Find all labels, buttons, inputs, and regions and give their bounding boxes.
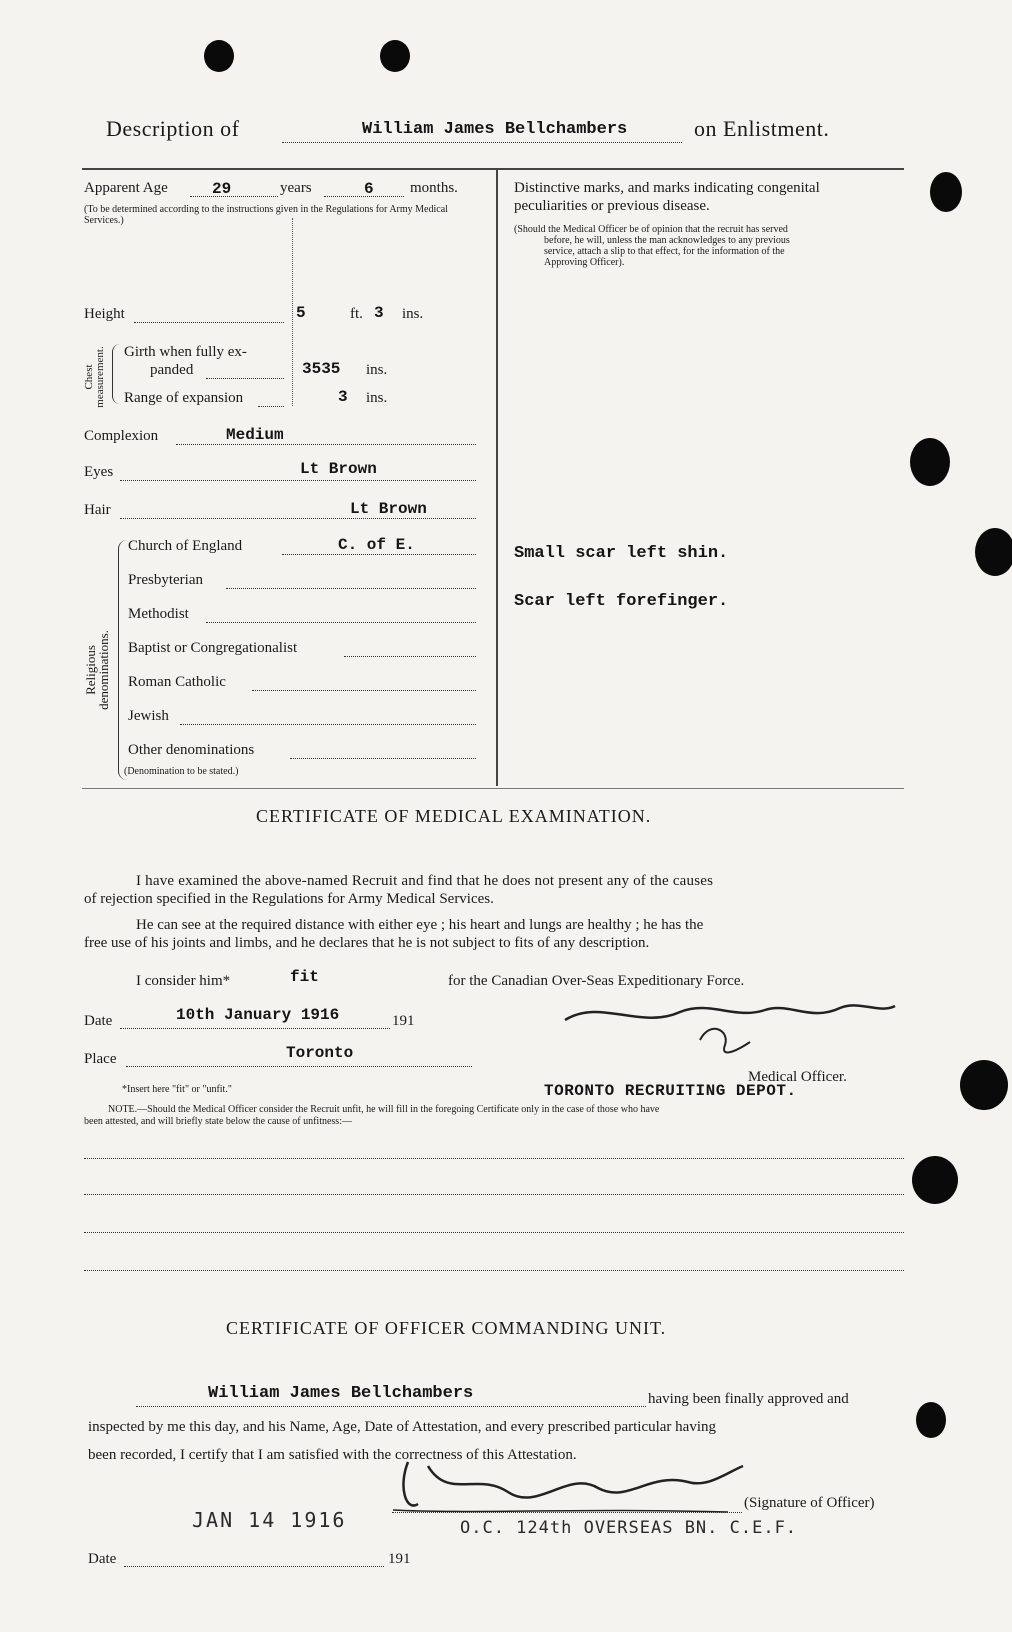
chest-girth-value: 3535 xyxy=(302,360,341,378)
commanding-name-value: William James Bellchambers xyxy=(208,1384,474,1403)
religion-line xyxy=(180,724,476,725)
distinctive-heading-1: Distinctive marks, and marks indicating congenital xyxy=(514,180,820,196)
religion-item-label: Presbyterian xyxy=(128,572,203,588)
chest-range-label: Range of expansion xyxy=(124,390,244,406)
punch-hole-margin-6 xyxy=(916,1402,946,1438)
religion-item-label: Baptist or Congregationalist xyxy=(128,640,298,656)
chest-girth-unit: ins. xyxy=(366,362,388,378)
eyes-line xyxy=(120,480,476,481)
religion-item-value: C. of E. xyxy=(338,536,415,554)
medical-certificate-title: CERTIFICATE OF MEDICAL EXAMINATION. xyxy=(256,806,652,826)
religion-brace xyxy=(118,540,127,780)
religion-line xyxy=(252,690,476,691)
left-right-column-divider xyxy=(496,170,498,786)
complexion-label: Complexion xyxy=(84,428,159,444)
recruiting-depot-stamp: TORONTO RECRUITING DEPOT. xyxy=(544,1082,797,1100)
hair-label: Hair xyxy=(84,502,111,518)
punch-hole-margin-2 xyxy=(910,438,950,486)
unfitness-line xyxy=(84,1158,904,1159)
chest-range-line xyxy=(258,406,284,407)
height-ft-value: 5 xyxy=(296,304,306,322)
medical-officer-label: Medical Officer. xyxy=(748,1069,847,1085)
medical-para2-b: free use of his joints and limbs, and he declares that he is not subject to fits of any description. xyxy=(84,935,650,951)
unit-stamp: O.C. 124th OVERSEAS BN. C.E.F. xyxy=(460,1518,798,1538)
religion-item-label: Jewish xyxy=(128,708,169,724)
eyes-label: Eyes xyxy=(84,464,114,480)
distinctive-note-3: service, attach a slip to that effect, for the information of the xyxy=(544,246,785,257)
religion-note: (Denomination to be stated.) xyxy=(124,766,239,777)
punch-hole-margin-3 xyxy=(975,528,1012,576)
distinctive-mark: Scar left forefinger. xyxy=(514,592,729,611)
eyes-value: Lt Brown xyxy=(300,460,377,478)
age-years-label: years xyxy=(280,180,312,196)
religion-item-label: Other denominations xyxy=(128,742,255,758)
religion-item-label: Roman Catholic xyxy=(128,674,226,690)
unfitness-line xyxy=(84,1232,904,1233)
medical-date-value: 10th January 1916 xyxy=(176,1006,340,1024)
distinctive-heading-2: peculiarities or previous disease. xyxy=(514,198,710,214)
hair-value: Lt Brown xyxy=(350,500,427,518)
medical-para2-a: He can see at the required distance with either eye ; his heart and lungs are healthy ; he has the xyxy=(136,917,704,933)
religion-line xyxy=(226,588,476,589)
unfitness-line xyxy=(84,1270,904,1271)
punch-hole-margin-1 xyxy=(930,172,962,212)
height-in-label: ins. xyxy=(402,306,424,322)
medical-note-a: NOTE.—Should the Medical Officer consider the Recruit unfit, he will fill in the foregoing Certificate only in the case of those who have xyxy=(108,1104,660,1115)
distinctive-mark: Small scar left shin. xyxy=(514,544,729,563)
complexion-line xyxy=(176,444,476,445)
consider-prefix: I consider him* xyxy=(136,973,231,989)
medical-place-value: Toronto xyxy=(286,1044,354,1062)
age-years-line xyxy=(190,196,278,197)
commanding-name-line xyxy=(136,1406,646,1407)
punch-hole-margin-5 xyxy=(912,1156,958,1204)
religion-line xyxy=(344,656,476,657)
punch-hole-top-right xyxy=(380,40,410,72)
chest-brace xyxy=(112,344,121,404)
distinctive-note-1: (Should the Medical Officer be of opinion that the recruit has served xyxy=(514,224,788,235)
insert-note: *Insert here "fit" or "unfit." xyxy=(122,1084,232,1095)
header-prefix: Description of xyxy=(106,116,240,141)
commanding-para-a: having been finally approved and xyxy=(648,1391,849,1407)
punch-hole-margin-4 xyxy=(960,1060,1008,1110)
medical-date-suffix: 191 xyxy=(392,1013,415,1029)
commanding-date-label: Date xyxy=(88,1551,117,1567)
chest-side-label-text: Chest measurement. xyxy=(83,346,106,408)
chest-girth-label-2: panded xyxy=(150,362,194,378)
commanding-date-suffix: 191 xyxy=(388,1551,411,1567)
commanding-certificate-title: CERTIFICATE OF OFFICER COMMANDING UNIT. xyxy=(226,1318,667,1338)
religion-line xyxy=(290,758,476,759)
age-months-label: months. xyxy=(410,180,458,196)
commanding-para-c: been recorded, I certify that I am satisfied with the correctness of this Attestation. xyxy=(88,1447,577,1463)
religion-side-label xyxy=(84,610,110,730)
religion-item-label: Church of England xyxy=(128,538,243,554)
unfitness-line xyxy=(84,1194,904,1195)
medical-officer-signature xyxy=(560,990,900,1070)
top-divider xyxy=(82,168,904,170)
signature-of-officer-label: (Signature of Officer) xyxy=(744,1495,875,1511)
medical-para1-b: of rejection specified in the Regulations for Army Medical Services. xyxy=(84,891,494,907)
age-label: Apparent Age xyxy=(84,180,168,196)
medical-place-label: Place xyxy=(84,1051,117,1067)
chest-girth-line xyxy=(206,378,284,379)
consider-suffix: for the Canadian Over-Seas Expeditionary Force. xyxy=(448,973,745,989)
bottom-divider xyxy=(82,788,904,789)
header-suffix: on Enlistment. xyxy=(694,116,830,141)
religion-line xyxy=(282,554,476,555)
chest-range-unit: ins. xyxy=(366,390,388,406)
height-in-value: 3 xyxy=(374,304,384,322)
distinctive-note-2: before, he will, unless the man acknowledges to any previous xyxy=(544,235,790,246)
punch-hole-top-left xyxy=(204,40,234,72)
medical-date-label: Date xyxy=(84,1013,113,1029)
religion-side-label-text: Religious denominations. xyxy=(83,630,111,710)
hair-line xyxy=(120,518,476,519)
chest-range-value: 3 xyxy=(338,388,348,406)
medical-note-b: been attested, and will briefly state below the cause of unfitness:— xyxy=(84,1116,352,1127)
medical-place-line xyxy=(126,1066,472,1067)
distinctive-note-4: Approving Officer). xyxy=(544,257,625,268)
commanding-date-line xyxy=(124,1566,384,1567)
age-note: (To be determined according to the instructions given in the Regulations for Army Medical Services.) xyxy=(84,204,448,226)
age-months-value: 6 xyxy=(364,180,374,198)
signature-line xyxy=(392,1512,742,1513)
height-ft-label: ft. xyxy=(350,306,363,322)
age-years-value: 29 xyxy=(212,180,232,198)
medical-date-line xyxy=(120,1028,390,1029)
complexion-value: Medium xyxy=(226,426,284,444)
header-name-line xyxy=(282,142,682,143)
height-label: Height xyxy=(84,306,125,322)
date-stamp: JAN 14 1916 xyxy=(192,1508,347,1532)
religion-item-label: Methodist xyxy=(128,606,189,622)
recruit-name: William James Bellchambers xyxy=(362,120,628,139)
chest-side-label xyxy=(84,344,106,410)
chest-girth-label-1: Girth when fully ex- xyxy=(124,344,247,360)
religion-line xyxy=(206,622,476,623)
commanding-para-b: inspected by me this day, and his Name, Age, Date of Attestation, and every prescribed particular having xyxy=(88,1419,717,1435)
medical-para1-a: I have examined the above-named Recruit and find that he does not present any of the causes xyxy=(136,873,714,889)
height-line xyxy=(134,322,284,323)
consider-value: fit xyxy=(290,968,319,986)
measure-column-dotted-divider xyxy=(292,218,293,406)
